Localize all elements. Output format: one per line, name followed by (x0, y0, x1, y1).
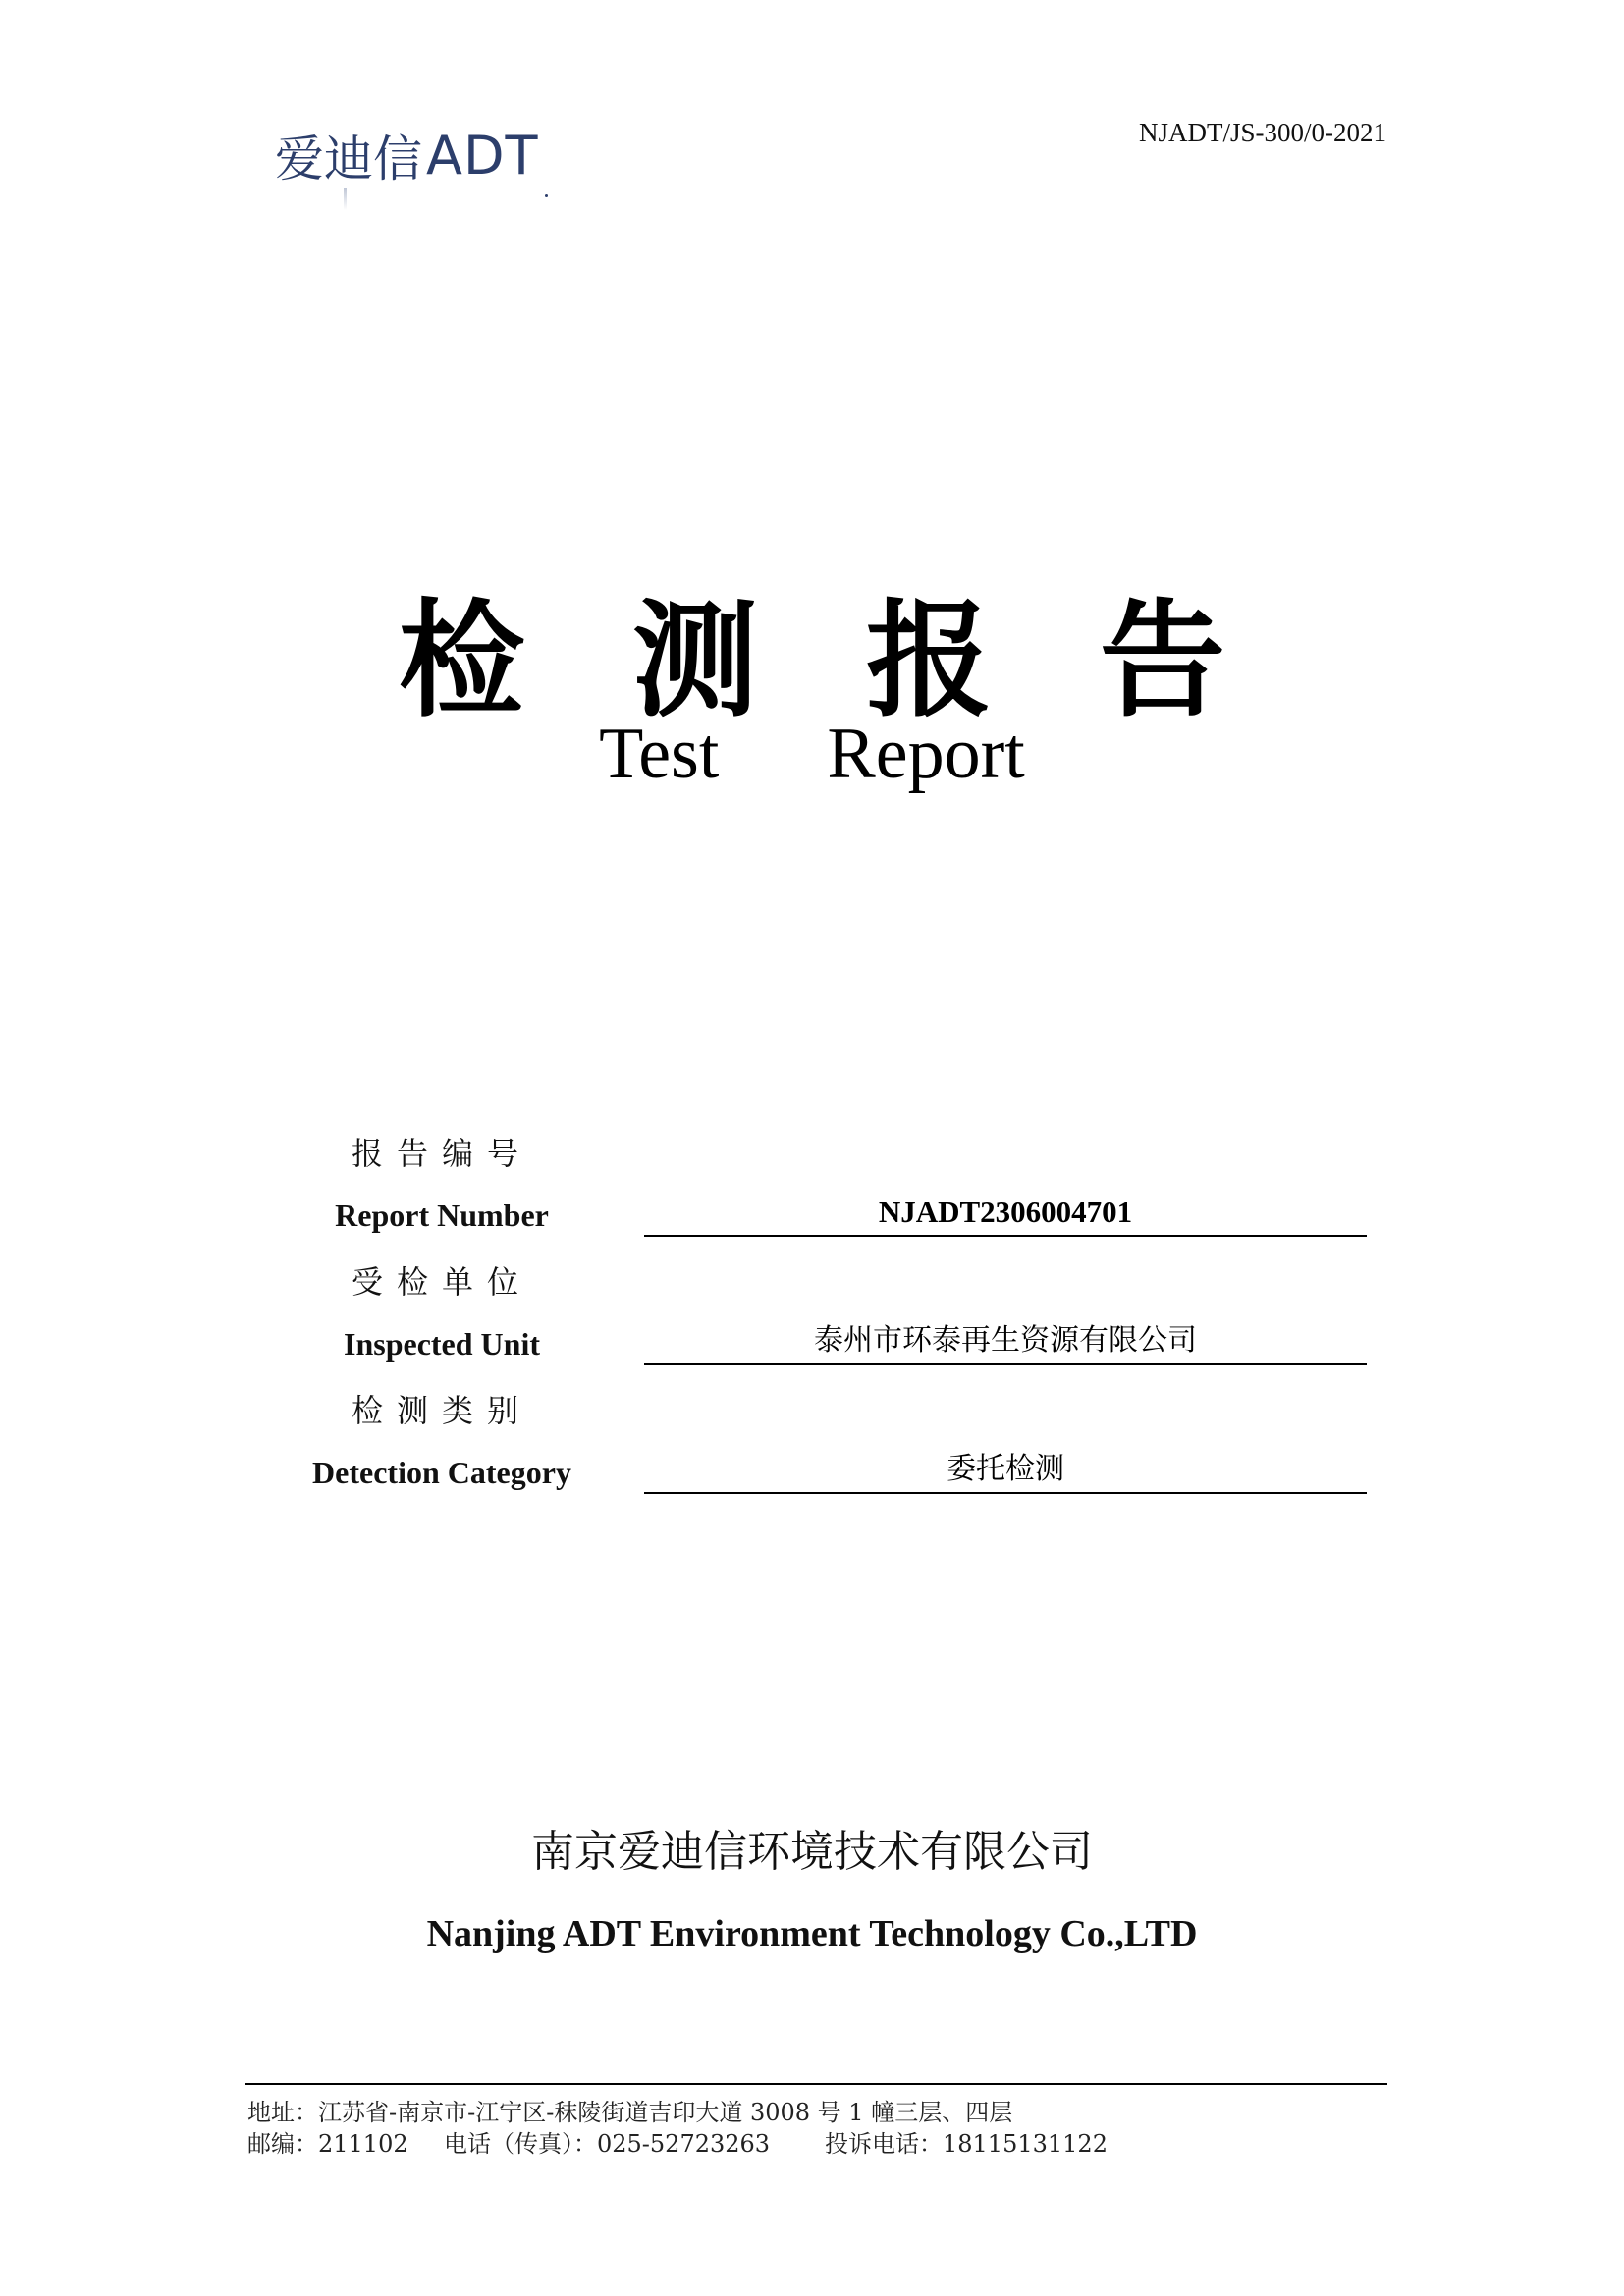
detection-category-label-en: Detection Category (312, 1455, 571, 1490)
title-en-word: Test (599, 714, 720, 794)
footer-address: 地址：江苏省-南京市-江宁区-秣陵街道吉印大道 3008 号 1 幢三层、四层 (247, 2099, 1013, 2126)
detection-category-value: 委托检测 (644, 1449, 1367, 1494)
footer-phone: 电话（传真）：025-52723263 (444, 2130, 771, 2158)
report-number-label-en: Report Number (335, 1198, 549, 1233)
document-code: NJADT/JS-300/0-2021 (1138, 118, 1386, 147)
title-cn-char: 检 (398, 587, 524, 734)
logo-dot-mark (545, 194, 548, 197)
report-number-value: NJADT2306004701 (644, 1192, 1367, 1237)
detection-category-label-cn: 检测类别 (351, 1392, 532, 1429)
title-cn-char: 报 (865, 587, 992, 734)
logo-cn-text: 爱迪信 (275, 132, 422, 187)
logo-accent-mark (344, 188, 347, 210)
company-name-en: Nanjing ADT Environment Technology Co.,LTD (426, 1913, 1198, 1954)
report-number-label-cn: 报告编号 (351, 1135, 532, 1172)
title-en (0, 713, 1624, 796)
inspected-unit-label-en: Inspected Unit (343, 1326, 540, 1362)
company-logo (275, 116, 539, 194)
logo-en-text: ADT (426, 124, 539, 187)
footer-complaint-phone: 投诉电话：18115131122 (825, 2130, 1108, 2158)
title-en-word: Report (827, 714, 1025, 794)
footer-contact (247, 2124, 1108, 2159)
company-name-cn: 南京爱迪信环境技术有限公司 (531, 1827, 1093, 1877)
inspected-unit-label-cn: 受检单位 (351, 1263, 532, 1301)
title-cn-char: 测 (631, 587, 758, 734)
footer-postcode: 邮编：211102 (247, 2130, 408, 2158)
title-cn-char: 告 (1099, 587, 1225, 734)
footer-divider (245, 2083, 1387, 2085)
inspected-unit-value: 泰州市环泰再生资源有限公司 (644, 1320, 1367, 1365)
